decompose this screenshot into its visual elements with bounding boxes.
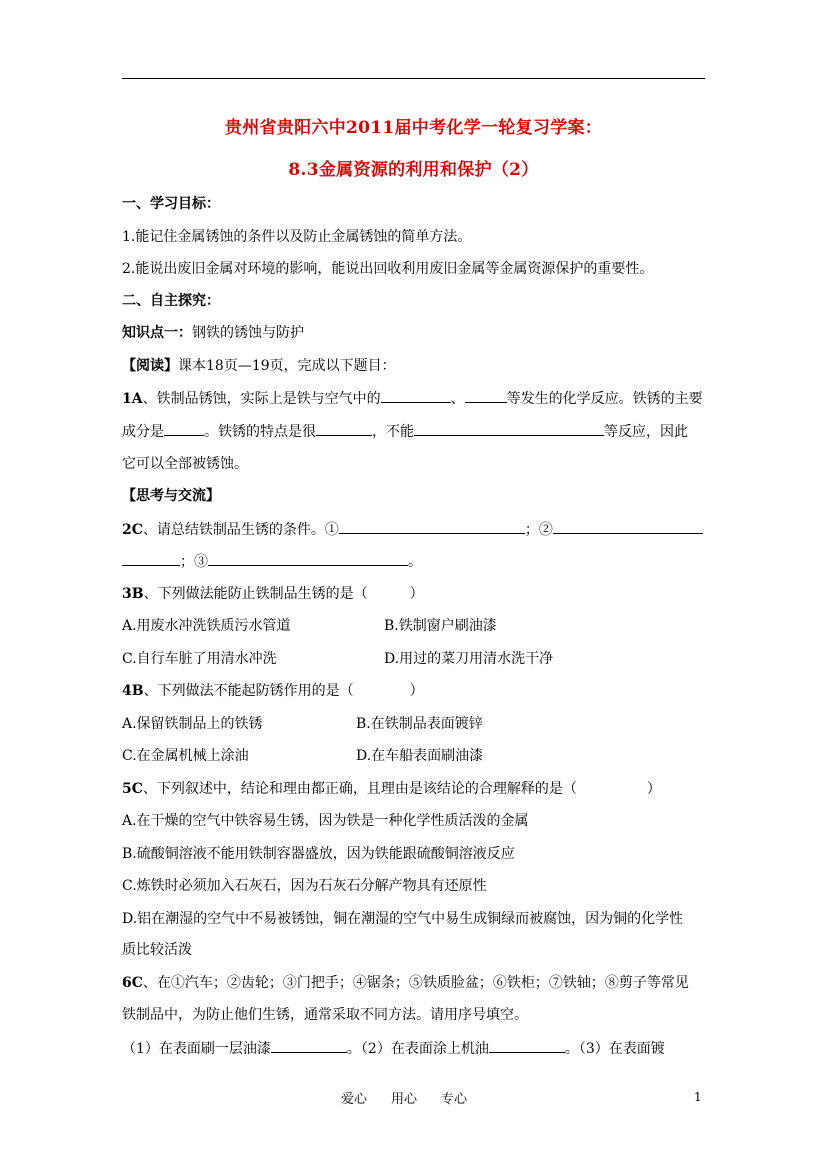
footer-word: 爱心 (341, 1092, 368, 1107)
fill-blank[interactable] (164, 421, 204, 436)
question-text: 、 (450, 391, 465, 407)
question-1-line-3: 它可以全部被锈蚀。 (122, 456, 248, 472)
fill-blank[interactable] (489, 1038, 565, 1053)
question-text: 等发生的化学反应。铁锈的主要 (506, 391, 703, 407)
fill-blank[interactable] (465, 388, 507, 403)
knowledge-point-text: 钢铁的锈蚀与防护 (192, 325, 304, 341)
page-number: 1 (694, 1090, 702, 1104)
think-exchange-heading: 【思考与交流】 (122, 488, 220, 504)
question-4-options-row-2 (122, 746, 707, 766)
option-a[interactable]: A.保留铁制品上的铁锈 (122, 716, 263, 732)
question-1-line-1 (122, 388, 707, 409)
question-text: 、在①汽车；②齿轮；③门把手；④锯条；⑤铁质脸盆；⑥铁柜；⑦铁轴；⑧剪子等常见 (142, 975, 689, 991)
question-text: 、下列叙述中，结论和理由都正确，且理由是该结论的合理解释的是（ ） (142, 781, 661, 797)
question-text: 、下列做法能防止铁制品生锈的是（ ） (143, 586, 424, 602)
footer-word: 用心 (391, 1092, 418, 1107)
reading-label: 【阅读】 (122, 358, 178, 374)
goal-1: 1.能记住金属锈蚀的条件以及防止金属锈蚀的简单方法。 (122, 229, 472, 245)
question-2-line-2 (122, 551, 707, 572)
section-heading-goals: 一、学习目标： (122, 196, 220, 212)
question-number: 1A (122, 391, 143, 407)
question-6-stem-line-1 (122, 973, 707, 993)
fill-blank[interactable] (381, 388, 451, 403)
reading-instruction (122, 356, 707, 376)
question-text: 等反应，因此 (604, 424, 688, 440)
option-c[interactable]: C.在金属机械上涂油 (122, 748, 249, 764)
question-number: 2C (122, 522, 143, 538)
question-6-parts (122, 1038, 707, 1059)
question-1-line-2 (122, 421, 707, 442)
fill-blank[interactable] (553, 519, 703, 534)
document-subtitle: 8.3金属资源的利用和保护（2） (288, 160, 539, 180)
question-3-options-row-2 (122, 649, 707, 669)
option-d[interactable]: D.在车船表面刷油漆 (356, 748, 484, 764)
question-text: 。 (408, 554, 422, 570)
question-text: 。（2）在表面涂上机油 (346, 1041, 489, 1057)
option-d[interactable]: D.铝在潮湿的空气中不易被锈蚀，铜在潮湿的空气中易生成铜绿而被腐蚀，因为铜的化学性 (122, 911, 684, 927)
question-number: 5C (122, 781, 143, 797)
option-b[interactable]: B.铁制窗户刷油漆 (384, 618, 497, 634)
option-a[interactable]: A.在干燥的空气中铁容易生锈，因为铁是一种化学性质活泼的金属 (122, 813, 529, 829)
knowledge-point-label: 知识点一： (122, 325, 192, 341)
question-text: （1）在表面刷一层油漆 (122, 1041, 271, 1057)
question-3-stem (122, 584, 707, 604)
question-text: 成分是 (122, 424, 164, 440)
question-text: 、下列做法不能起防锈作用的是（ ） (143, 683, 424, 699)
option-c[interactable]: C.自行车脏了用清水冲洗 (122, 651, 277, 667)
question-text: 。（3）在表面镀 (564, 1041, 665, 1057)
document-title: 贵州省贵阳六中2011届中考化学一轮复习学案： (224, 118, 603, 138)
question-text: ；② (524, 522, 553, 538)
option-c[interactable]: C.炼铁时必须加入石灰石，因为石灰石分解产物具有还原性 (122, 878, 487, 894)
fill-blank[interactable] (271, 1038, 347, 1053)
option-d-continued: 质比较活泼 (122, 942, 192, 958)
question-4-options-row-1 (122, 714, 707, 734)
question-3-options-row-1 (122, 616, 707, 636)
question-number: 4B (122, 683, 144, 699)
footer-motto (341, 1088, 491, 1107)
fill-blank[interactable] (122, 551, 180, 566)
fill-blank[interactable] (414, 421, 604, 436)
question-6-stem-line-2: 铁制品中，为防止他们生锈，通常采取不同方法。请用序号填空。 (122, 1007, 528, 1023)
option-d[interactable]: D.用过的菜刀用清水洗干净 (384, 651, 554, 667)
footer-word: 专心 (441, 1092, 468, 1107)
question-text: 、铁制品锈蚀，实际上是铁与空气中的 (142, 391, 381, 407)
question-4-stem (122, 681, 707, 701)
question-number: 3B (122, 586, 144, 602)
question-text: ；③ (180, 554, 208, 570)
option-b[interactable]: B.在铁制品表面镀锌 (356, 716, 483, 732)
question-number: 6C (122, 975, 143, 991)
fill-blank[interactable] (339, 519, 525, 534)
option-b[interactable]: B.硫酸铜溶液不能用铁制容器盛放，因为铁能跟硫酸铜溶液反应 (122, 846, 515, 862)
header-rule (122, 78, 705, 79)
fill-blank[interactable] (316, 421, 372, 436)
question-text: ，不能 (372, 424, 414, 440)
reading-text: 课本18页—19页，完成以下题目： (178, 358, 396, 374)
section-heading-explore: 二、自主探究： (122, 293, 220, 309)
question-2-line-1 (122, 519, 707, 540)
question-text: 。铁锈的特点是很 (204, 424, 316, 440)
question-text: 、请总结铁制品生锈的条件。① (142, 522, 339, 538)
option-a[interactable]: A.用废水冲洗铁质污水管道 (122, 618, 291, 634)
knowledge-point-1 (122, 323, 707, 343)
question-5-stem (122, 779, 707, 799)
goal-2: 2.能说出废旧金属对环境的影响，能说出回收利用废旧金属等金属资源保护的重要性。 (122, 261, 654, 277)
fill-blank[interactable] (208, 551, 408, 566)
